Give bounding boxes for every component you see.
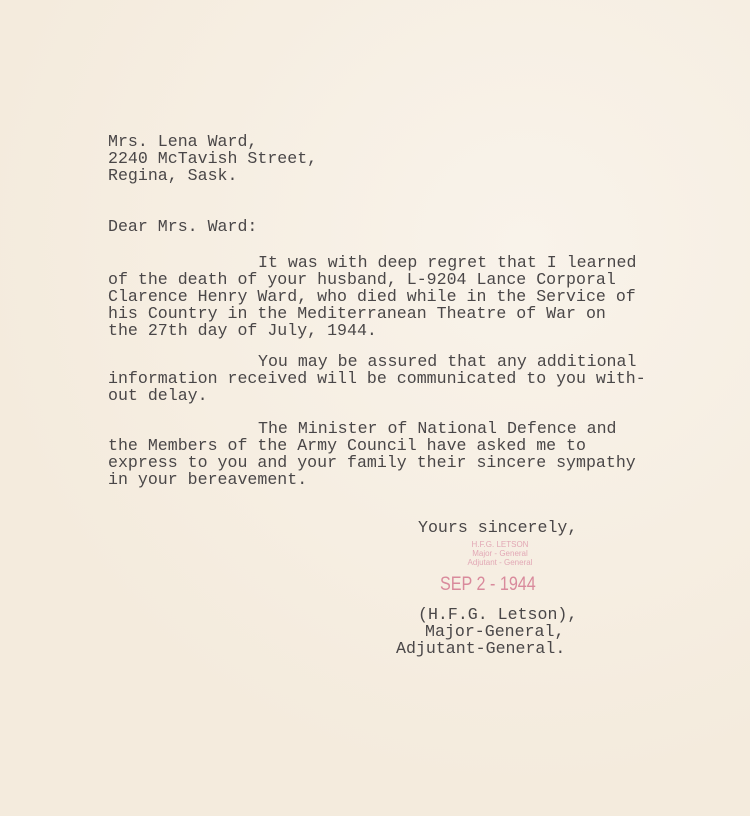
recipient-name: Mrs. Lena Ward, — [108, 132, 258, 151]
paragraph-line: express to you and your family their sincere sympathy — [108, 453, 636, 472]
recipient-street: 2240 McTavish Street, — [108, 149, 318, 168]
stamp-title: Adjutant - General — [467, 558, 533, 567]
paragraph-line: Clarence Henry Ward, who died while in the Service of — [108, 287, 636, 306]
stamp-name: H.F.G. LETSON — [471, 540, 529, 549]
signatory-name: (H.F.G. Letson), — [418, 605, 578, 624]
paragraph-line: in your bereavement. — [108, 470, 308, 489]
recipient-city: Regina, Sask. — [108, 166, 238, 185]
stamp-title: Major - General — [472, 549, 528, 558]
paragraph-line: It was with deep regret that I learned — [258, 253, 637, 272]
paragraph-line: information received will be communicated to you with- — [108, 369, 646, 388]
paragraph-line: his Country in the Mediterranean Theatre of War on — [108, 304, 606, 323]
paragraph-line: out delay. — [108, 386, 208, 405]
signature-stamp — [440, 540, 560, 567]
paragraph-line: You may be assured that any additional — [258, 352, 637, 371]
date-stamp: SEP 2 - 1944 — [440, 574, 536, 595]
paragraph-line: the Members of the Army Council have asked me to — [108, 436, 586, 455]
closing: Yours sincerely, — [418, 518, 578, 537]
salutation: Dear Mrs. Ward: — [108, 217, 258, 236]
signatory-rank: Major-General, — [425, 622, 565, 641]
paragraph-line: The Minister of National Defence and — [258, 419, 617, 438]
paragraph-line: the 27th day of July, 1944. — [108, 321, 377, 340]
signatory-title: Adjutant-General. — [396, 639, 566, 658]
paragraph-line: of the death of your husband, L-9204 Lance Corporal — [108, 270, 616, 289]
